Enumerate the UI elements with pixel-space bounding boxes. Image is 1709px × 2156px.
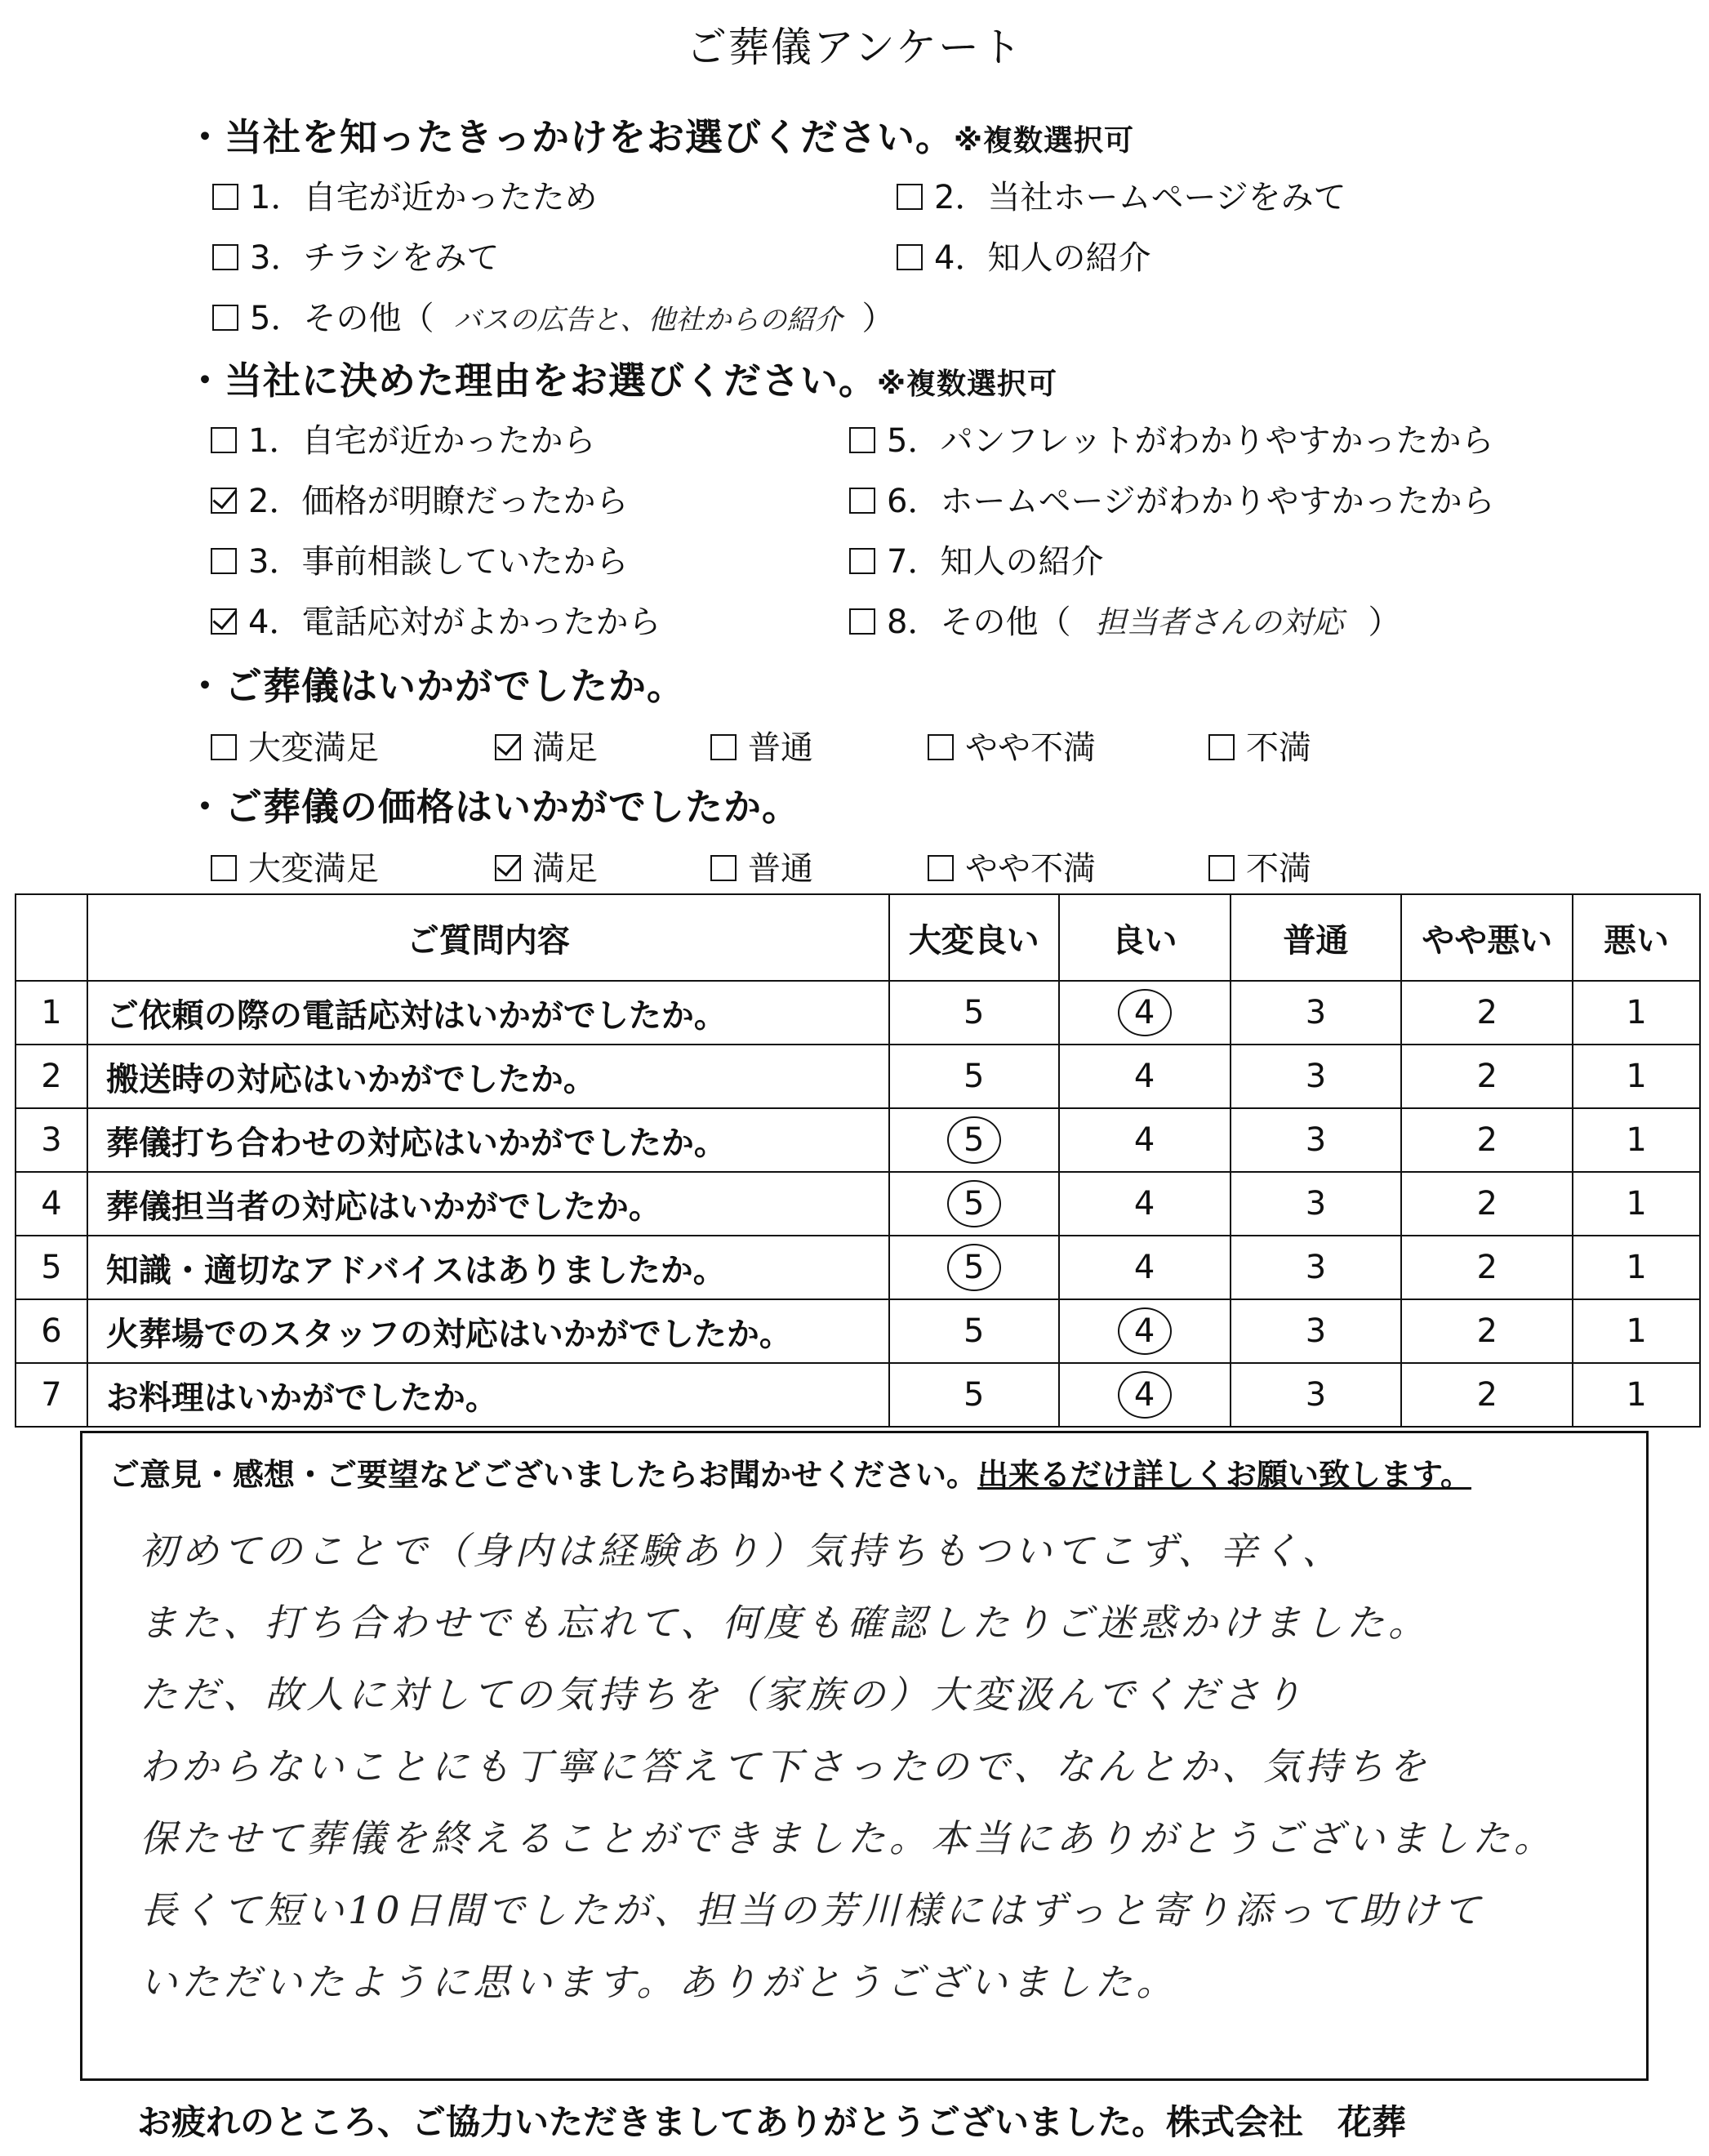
q4-option-somewhat-dissatisfied[interactable] <box>928 843 1096 889</box>
score-value: 2 <box>1476 1058 1498 1095</box>
score-value: 4 <box>1133 1249 1155 1286</box>
question-text: ・当社を知ったきっかけをお選びください。 <box>186 115 954 159</box>
q3-option-dissatisfied[interactable] <box>1208 722 1311 768</box>
table-header-row <box>16 894 1700 981</box>
score-value: 2 <box>1476 994 1498 1031</box>
comment-line: わからないことにも丁寧に答えて下さったので、なんとか、気持ちを <box>140 1744 1431 1788</box>
checkbox[interactable] <box>212 305 238 331</box>
table-row <box>16 1236 1700 1299</box>
score-value: 3 <box>1305 1249 1327 1286</box>
q1-option-5[interactable] <box>212 292 894 339</box>
score-value: 3 <box>1305 1121 1327 1159</box>
option-label: やや不満 <box>965 850 1096 888</box>
option-label: 4．電話応対がよかったから <box>248 604 661 641</box>
score-value: 5 <box>964 1312 985 1350</box>
score-value: 3 <box>1305 1185 1327 1223</box>
score-value: 4 <box>1133 1121 1155 1159</box>
score-cell[interactable] <box>1059 1299 1231 1363</box>
checkbox[interactable] <box>849 427 875 453</box>
rating-table <box>15 893 1701 1428</box>
rating-table-body <box>16 981 1700 1427</box>
comment-line: 初めてのことで（身内は経験あり）気持ちもついてこず、辛く、 <box>140 1529 1344 1573</box>
score-cell[interactable] <box>889 1299 1059 1363</box>
q2-option-8[interactable] <box>849 596 1400 643</box>
score-cell[interactable] <box>1573 981 1700 1045</box>
score-cell[interactable] <box>889 1045 1059 1108</box>
checkbox[interactable] <box>849 608 875 635</box>
multi-select-note: ※複数選択可 <box>877 368 1057 401</box>
option-label: 1．自宅が近かったため <box>250 179 598 216</box>
comments-prompt-emphasis: 出来るだけ詳しくお願い致します。 <box>977 1457 1471 1493</box>
row-number: 1 <box>16 981 87 1045</box>
score-selected-circle: 4 <box>1118 989 1172 1036</box>
checkbox[interactable] <box>211 427 237 453</box>
score-value: 5 <box>964 1376 985 1414</box>
row-question: ご依頼の際の電話応対はいかがでしたか。 <box>87 981 889 1045</box>
multi-select-note: ※複数選択可 <box>954 124 1134 158</box>
score-value: 2 <box>1476 1312 1498 1350</box>
score-selected-circle: 4 <box>1118 1371 1172 1419</box>
table-row <box>16 1299 1700 1363</box>
score-value: 1 <box>1626 1121 1647 1159</box>
q2-option-7[interactable] <box>849 536 1103 582</box>
option-label: 4．知人の紹介 <box>934 239 1151 277</box>
q2-option-6[interactable] <box>849 475 1495 522</box>
header-very-good: 大変良い <box>889 894 1059 981</box>
q2-option-5[interactable] <box>849 415 1493 461</box>
table-row <box>16 1108 1700 1172</box>
option-label: 2．価格が明瞭だったから <box>248 483 629 520</box>
option-label: 大変満足 <box>248 729 379 767</box>
q1-option-1[interactable] <box>212 172 597 218</box>
row-question: 搬送時の対応はいかがでしたか。 <box>87 1045 889 1108</box>
q3-option-somewhat-dissatisfied[interactable] <box>928 722 1096 768</box>
option-label: 3．事前相談していたから <box>248 543 629 581</box>
score-value: 3 <box>1305 1058 1327 1095</box>
q4-option-normal[interactable] <box>710 843 813 889</box>
score-cell[interactable] <box>1401 1363 1573 1427</box>
score-selected-circle: 5 <box>947 1116 1001 1164</box>
score-value: 3 <box>1305 994 1327 1031</box>
checkbox-checked[interactable] <box>495 855 521 881</box>
other-handwritten-text: バスの広告と、他社からの紹介 <box>453 304 843 336</box>
checkbox[interactable] <box>928 855 954 881</box>
checkbox[interactable] <box>849 548 875 574</box>
score-cell[interactable] <box>1231 1045 1402 1108</box>
score-cell[interactable] <box>1059 1108 1231 1172</box>
close-paren: ） <box>861 300 895 337</box>
score-value: 1 <box>1626 994 1647 1031</box>
score-value: 1 <box>1626 1249 1647 1286</box>
question-price-satisfaction: ・ご葬儀の価格はいかがでしたか。 <box>186 785 800 829</box>
comments-box <box>80 1431 1649 2081</box>
score-cell[interactable] <box>1231 1299 1402 1363</box>
score-cell[interactable] <box>1231 1172 1402 1236</box>
score-cell[interactable] <box>1401 1108 1573 1172</box>
q4-option-dissatisfied[interactable] <box>1208 843 1311 889</box>
score-cell[interactable] <box>1059 1045 1231 1108</box>
score-value: 5 <box>964 994 985 1031</box>
checkbox[interactable] <box>211 734 237 760</box>
checkbox-checked[interactable] <box>211 488 237 514</box>
checkbox[interactable] <box>710 734 737 760</box>
comment-line: 長くて短い10日間でしたが、担当の芳川様にはずっと寄り添って助けて <box>140 1888 1484 1932</box>
checkbox[interactable] <box>897 244 923 270</box>
option-label: 5．パンフレットがわかりやすかったから <box>887 422 1494 460</box>
comment-line: ただ、故人に対しての気持ちを（家族の）大変汲んでくださり <box>140 1673 1306 1717</box>
score-cell[interactable] <box>1573 1363 1700 1427</box>
checkbox[interactable] <box>212 244 238 270</box>
score-cell[interactable] <box>1573 1108 1700 1172</box>
option-label: 満足 <box>532 729 598 767</box>
checkbox[interactable] <box>1208 734 1235 760</box>
question-text: ・当社に決めた理由をお選びください。 <box>186 359 877 403</box>
row-number: 4 <box>16 1172 87 1236</box>
row-question: 知識・適切なアドバイスはありましたか。 <box>87 1236 889 1299</box>
score-cell[interactable] <box>1573 1045 1700 1108</box>
row-number: 2 <box>16 1045 87 1108</box>
score-value: 2 <box>1476 1376 1498 1414</box>
score-cell[interactable] <box>1231 1236 1402 1299</box>
q3-option-satisfied[interactable] <box>495 722 598 768</box>
q4-option-very-satisfied[interactable] <box>211 843 379 889</box>
option-label: 普通 <box>748 850 813 888</box>
option-label: 不満 <box>1246 850 1311 888</box>
footer-thanks: お疲れのところ、ご協力いただきましてありがとうございました。株式会社 花葬 <box>137 2102 1407 2142</box>
score-cell[interactable] <box>1401 1236 1573 1299</box>
score-cell[interactable] <box>889 1363 1059 1427</box>
q2-option-3[interactable] <box>211 536 628 582</box>
checkbox[interactable] <box>897 184 923 210</box>
score-cell[interactable] <box>1059 1236 1231 1299</box>
score-cell[interactable] <box>1231 1108 1402 1172</box>
score-value: 1 <box>1626 1185 1647 1223</box>
score-value: 2 <box>1476 1185 1498 1223</box>
option-label: 1．自宅が近かったから <box>248 422 596 460</box>
q2-option-2[interactable] <box>211 475 628 522</box>
header-question: ご質問内容 <box>87 894 889 981</box>
row-question: お料理はいかがでしたか。 <box>87 1363 889 1427</box>
option-label: 3．チラシをみて <box>250 239 500 277</box>
option-label: 6．ホームページがわかりやすかったから <box>887 483 1495 520</box>
score-cell[interactable] <box>1573 1172 1700 1236</box>
header-bad: 悪い <box>1573 894 1700 981</box>
row-number: 7 <box>16 1363 87 1427</box>
score-cell[interactable] <box>1401 981 1573 1045</box>
comment-line: また、打ち合わせでも忘れて、何度も確認したりご迷惑かけました。 <box>140 1601 1431 1645</box>
score-cell[interactable] <box>1059 1363 1231 1427</box>
header-somewhat-bad: やや悪い <box>1401 894 1573 981</box>
score-cell[interactable] <box>1573 1299 1700 1363</box>
score-cell[interactable] <box>1401 1172 1573 1236</box>
row-number: 5 <box>16 1236 87 1299</box>
q1-option-4[interactable] <box>897 232 1150 278</box>
q4-option-satisfied[interactable] <box>495 843 598 889</box>
row-number: 3 <box>16 1108 87 1172</box>
score-cell[interactable] <box>1401 1299 1573 1363</box>
score-value: 5 <box>964 1058 985 1095</box>
score-value: 3 <box>1305 1376 1327 1414</box>
question-funeral-satisfaction: ・ご葬儀はいかがでしたか。 <box>186 664 685 708</box>
q3-option-normal[interactable] <box>710 722 813 768</box>
table-row <box>16 1363 1700 1427</box>
header-normal: 普通 <box>1231 894 1402 981</box>
q2-option-4[interactable] <box>211 596 661 643</box>
checkbox[interactable] <box>1208 855 1235 881</box>
checkbox[interactable] <box>211 855 237 881</box>
score-value: 1 <box>1626 1312 1647 1350</box>
score-cell[interactable] <box>889 981 1059 1045</box>
score-cell[interactable] <box>1401 1045 1573 1108</box>
score-value: 4 <box>1133 1058 1155 1095</box>
row-question: 火葬場でのスタッフの対応はいかがでしたか。 <box>87 1299 889 1363</box>
score-cell[interactable] <box>1059 981 1231 1045</box>
checkbox-checked[interactable] <box>211 608 237 635</box>
score-cell[interactable] <box>1231 981 1402 1045</box>
score-cell[interactable] <box>1059 1172 1231 1236</box>
comment-line: 保たせて葬儀を終えることができました。本当にありがとうございました。 <box>140 1816 1555 1860</box>
header-good: 良い <box>1059 894 1231 981</box>
row-number: 6 <box>16 1299 87 1363</box>
score-selected-circle: 5 <box>947 1180 1001 1227</box>
row-question: 葬儀打ち合わせの対応はいかがでしたか。 <box>87 1108 889 1172</box>
table-row <box>16 1172 1700 1236</box>
checkbox[interactable] <box>710 855 737 881</box>
option-label: 満足 <box>532 850 598 888</box>
close-paren: ） <box>1368 604 1401 641</box>
score-cell[interactable] <box>889 1172 1059 1236</box>
option-label: 8．その他（ <box>887 604 1071 641</box>
question-how-found-us <box>186 108 1134 162</box>
score-value: 4 <box>1133 1185 1155 1223</box>
checkbox[interactable] <box>928 734 954 760</box>
score-selected-circle: 5 <box>947 1244 1001 1291</box>
comment-line: いただいたように思います。ありがとうございました。 <box>140 1960 1178 2004</box>
table-row <box>16 981 1700 1045</box>
score-value: 3 <box>1305 1312 1327 1350</box>
score-cell[interactable] <box>889 1236 1059 1299</box>
question-why-chose-us <box>186 351 1057 405</box>
q2-option-1[interactable] <box>211 415 595 461</box>
score-cell[interactable] <box>1573 1236 1700 1299</box>
option-label: 不満 <box>1246 729 1311 767</box>
score-value: 2 <box>1476 1121 1498 1159</box>
score-selected-circle: 4 <box>1118 1307 1172 1355</box>
checkbox[interactable] <box>211 548 237 574</box>
score-cell[interactable] <box>1231 1363 1402 1427</box>
checkbox[interactable] <box>212 184 238 210</box>
header-number <box>16 894 87 981</box>
comments-prompt <box>109 1450 1471 1494</box>
option-label: 5．その他（ <box>250 300 434 337</box>
option-label: 普通 <box>748 729 813 767</box>
score-value: 2 <box>1476 1249 1498 1286</box>
page-title: ご葬儀アンケート <box>686 24 1023 71</box>
row-question: 葬儀担当者の対応はいかがでしたか。 <box>87 1172 889 1236</box>
checkbox[interactable] <box>849 488 875 514</box>
score-value: 1 <box>1626 1376 1647 1414</box>
comments-prompt-text: ご意見・感想・ご要望などございましたらお聞かせください。 <box>109 1457 978 1493</box>
score-value: 1 <box>1626 1058 1647 1095</box>
option-label: 7．知人の紹介 <box>887 543 1104 581</box>
table-row <box>16 1045 1700 1108</box>
option-label: 2．当社ホームページをみて <box>934 179 1346 216</box>
score-cell[interactable] <box>889 1108 1059 1172</box>
other-handwritten-text: 担当者さんの対応 <box>1095 604 1344 640</box>
option-label: やや不満 <box>965 729 1096 767</box>
q1-option-3[interactable] <box>212 232 499 278</box>
q3-option-very-satisfied[interactable] <box>211 722 379 768</box>
q1-option-2[interactable] <box>897 172 1346 218</box>
checkbox-checked[interactable] <box>495 734 521 760</box>
option-label: 大変満足 <box>248 850 379 888</box>
